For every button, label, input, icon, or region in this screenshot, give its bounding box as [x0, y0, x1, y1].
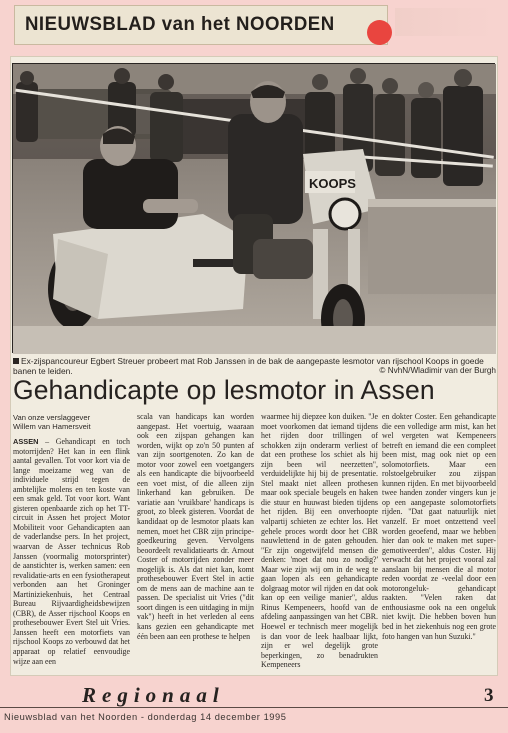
column-1-text: – Gehandicapt en toch motorrijden? Het kan in een flink aantal gevallen. Tot voor kort via de lange moeizame weg van de individuele strijd tegen de ambtelijke molens en ten koste van een smak geld. Tot voor kort. Want gisteren openbaarde zich op het TT-circuit in Assen het project Motor Mobiliteit voor Gehandicapten aan de vaderlandse pers. In het project, waarvan de Asser technicus Rob Janssen (voormalig motorsprinter) de aanstichter is, werken samen: een revalidatie-arts en een fysiotherapeut verbonden aan het Groninger Martiniziekenhuis, het Centraal Bureau Rijvaardigheidsbewijzen (CBR), de Asser rijschool Koops en prothesebouwer Evert Stel uit Vries. Janssen heeft een motorfiets van rijschool Koops zo verbouwd dat het apparaat op relatief eenvoudige wijze aan een	[13, 437, 130, 666]
byline	[13, 413, 91, 431]
koops-plate-text: KOOPS	[309, 176, 356, 191]
photo-credit: © NvhN/Wladimir van der Burgh	[379, 366, 496, 375]
article-column-3: waarmee hij diepzee kon duiken. "Je moet voorkomen dat iemand tijdens het rijden door trillingen of schokken zijn onderarm verliest of dat een prothese los schiet als hij zijn been wil neerzetten", verduidelijkte hij bij de presentatie. Stel maakt niet alleen prothesen maar ook speciale beugels en haken die stuur en huuwast bieden tijdens het rijden. Bij een onverhoopte valpartij schieten ze echter los. Het gehele proces wordt door het CBR nauwlettend in de gaten gehouden. "Er zijn ongetwijfeld mensen die denken: 'moet dat nou zo nodig?' Maar wie zijn wij om in de weg te gaan lopen als een gehandicapte dolgraag motor wil rijden en dat ook kan op een veilige manier", aldus Rinus Kempeneers, hoofd van de afdeling aanpassingen van het CBR. Hoewel er technisch meer mogelijk is dan voor de leek haalbaar lijkt, zijn er wel degelijk grote beperkingen, zo benadrukten Kempeneers	[261, 412, 378, 670]
byline-author: Willem van Hamersveit	[13, 422, 91, 432]
dateline: ASSEN	[13, 437, 39, 446]
footer-rule	[0, 707, 508, 708]
article-column-4: en dokter Coster. Een gehandicapte die een volledige arm mist, kan het wel vergeten wat Kempeneers betreft en iemand die een compleet been mist, mag ook niet op een solomotorfiets. Maar een rolstoelgebruiker zou zijspan kunnen rijden. En met bijvoorbeeld twee handen zonder vingers kun je op een aangepaste solomotorfiets rijden. "Dat gaat natuurlijk niet vanzelf. Er moet ontzettend veel worden geoefend, maar we hebben hier dan ook te maken met super-gemotiveerden", aldus Coster. Hij verwacht dat het project vooral zal aanslaan bij mensen die al motor reden voordat ze -veelal door een motorongeluk- gehandicapt raakten. "Velen raken dat enthousiasme ook na een ongeluk niet kwijt. Die hebben boven hun bed in het ziekenhuis nog een grote foto hangen van hun Suzuki."	[382, 412, 496, 641]
section-title: Regionaal	[82, 683, 225, 707]
caption-text: Ex-zijspancoureur Egbert Streuer probeert mat Rob Janssen in de bak de aangepaste lesmotor van rijschool Koops in goede banen te leiden.	[13, 356, 484, 376]
photo-illustration	[13, 64, 496, 354]
article-column-1	[13, 437, 130, 666]
article-column-2: scala van handicaps kan worden aangepast. Het voertuig, waaraan ook een zijspan gehangen kan worden, wijkt op zo'n 50 punten af van zijn soortgenoten. Zo kan de motor voor zowel een voetgangers als een handicapte die bijvoorbeeld een voet mist, of die alleen zijn linkerhand kan gebruiken. De variatie aan 'vruikbare' handicaps is groot, zo bleek gisteren. Voordat de kandidaat op de lesmotor plaats kan nemen, moet het CBR zijn principe-goedkeuring geven. Vervolgens beoordeelt revalidatiearts dr. Arnout Coster of motorrijden zonder meer mogelijk is. Als dat niet kan, komt prothesebouwer Evert Stel in actie om de mens aan de machine aan te passen. De specialist uit Vries ("dit soort dingen is een uitdaging in mijn vak") heeft in het verleden al eens kans gezien een gehandicapte met één been aan een prothese te helpen	[137, 412, 254, 641]
article-photo	[12, 63, 495, 353]
masthead-title: NIEUWSBLAD van het NOORDEN	[25, 14, 335, 35]
masthead-faint-strip	[395, 8, 493, 36]
page-number: 3	[484, 685, 494, 706]
footer-dateline: Nieuwsblad van het Noorden - donderdag 14 december 1995	[4, 712, 287, 722]
red-dot-marker	[367, 20, 392, 45]
caption-bullet-icon	[13, 358, 19, 364]
masthead	[14, 5, 388, 45]
article-headline: Gehandicapte op lesmotor in Assen	[13, 375, 435, 405]
byline-line-1: Van onze verslaggever	[13, 413, 91, 422]
